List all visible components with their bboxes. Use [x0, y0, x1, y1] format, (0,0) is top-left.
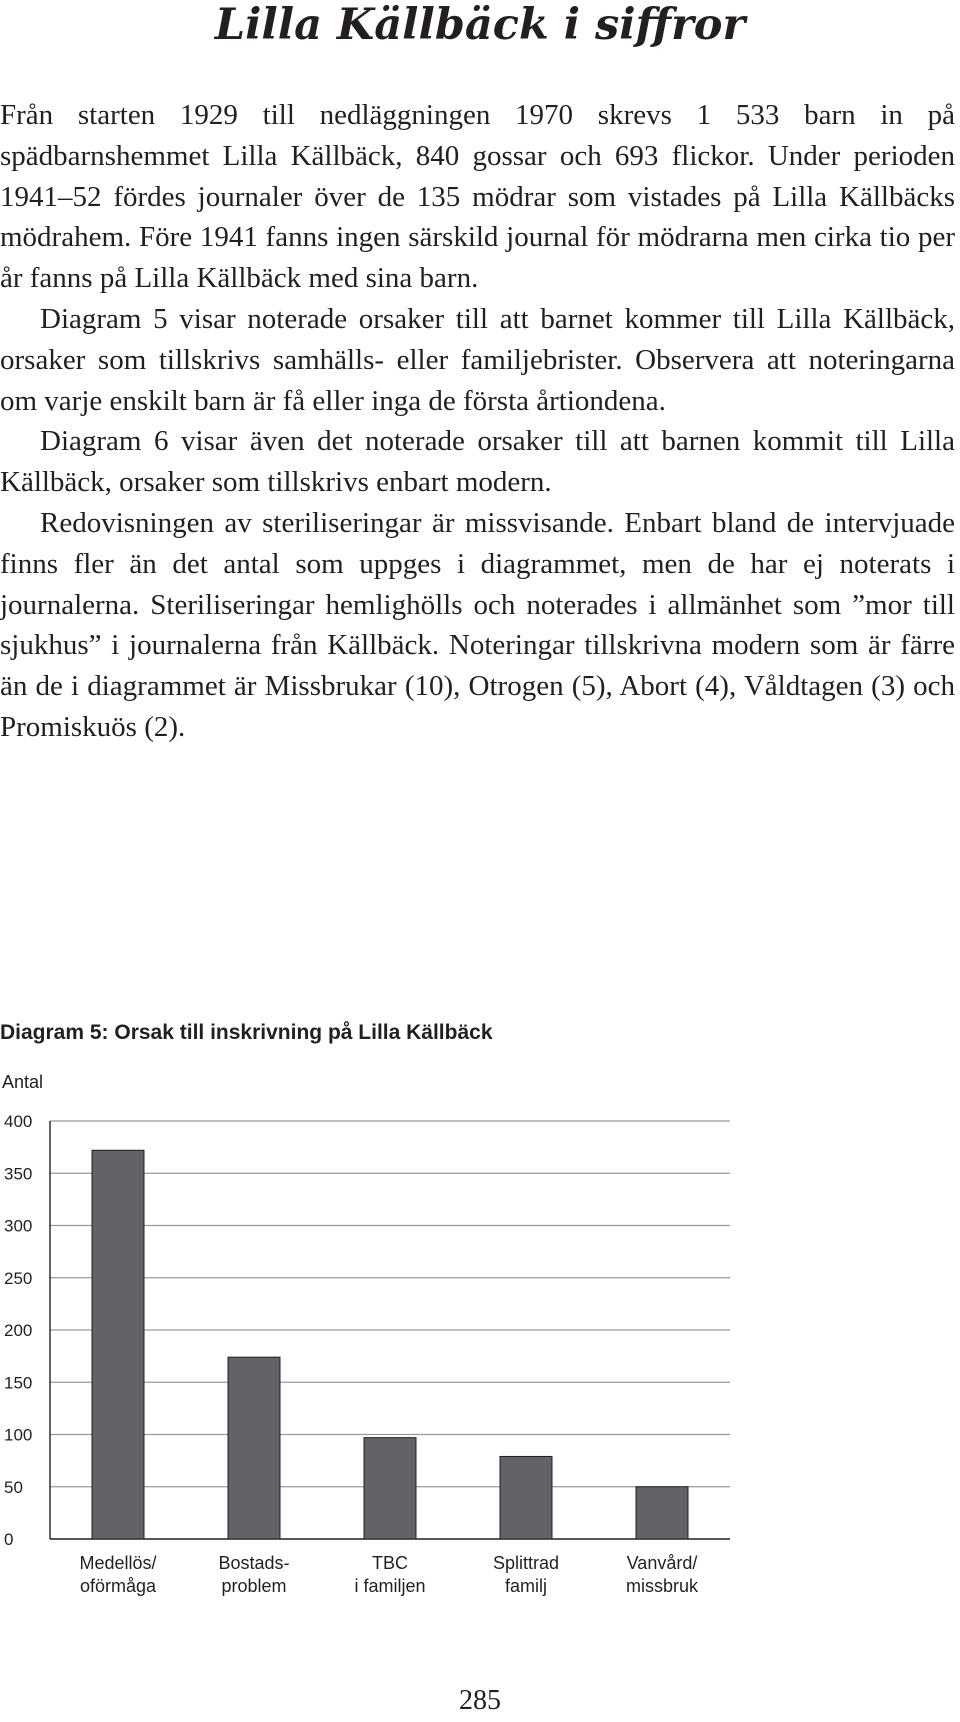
paragraph-diagram-6: Diagram 6 visar även det noterade orsaker till att barnen kommit till Lilla Källbäck, orsaker som tillskrivs enbart modern.: [0, 425, 955, 499]
x-category-label: familj: [504, 1576, 548, 1596]
bar: [92, 1150, 144, 1539]
paragraph-diagram-5: Diagram 5 visar noterade orsaker till att barnet kommer till Lilla Källbäck, orsaker som tillskrivs samhälls- eller familjebrister. Observera att noteringarna om varje enskilt barn är få eller inga de första årtiondena.: [0, 302, 955, 417]
page-title: Lilla Källbäck i siffror: [214, 0, 746, 50]
y-tick-label: 250: [4, 1268, 33, 1288]
y-tick-label: 50: [4, 1477, 23, 1497]
x-category-label: oförmåga: [79, 1576, 157, 1596]
bar: [364, 1438, 416, 1539]
bar: [228, 1357, 280, 1539]
y-tick-label: 400: [4, 1112, 33, 1131]
y-tick-label: 150: [4, 1373, 33, 1393]
body-text: [0, 95, 955, 748]
bar: [500, 1456, 552, 1539]
page-number: 285: [459, 1685, 501, 1716]
y-tick-label: 350: [4, 1164, 33, 1184]
x-category-label: Vanvård/: [626, 1553, 698, 1573]
y-tick-label: 100: [4, 1425, 33, 1445]
y-axis-label: Antal: [2, 1072, 44, 1092]
paragraph-sterilisations: Redovisningen av steriliseringar är missvisande. Enbart bland de intervjuade finns fler än det antal som uppges i diagrammet, men de har ej noterats i journalerna. Steriliseringar hemlighölls och noterades i allmänhet som ”mor till sjukhus” i journalerna från Källbäck. Noteringar tillskrivna modern som är färre än de i diagrammet är Missbrukar (10), Otrogen (5), Abort (4), Våldtagen (3) och Promiskuös (2).: [0, 506, 955, 743]
x-category-label: missbruk: [625, 1576, 699, 1596]
x-category-label: Bostads-: [218, 1553, 290, 1573]
x-category-label: Splittrad: [492, 1553, 560, 1573]
x-category-label: TBC: [372, 1553, 408, 1573]
y-tick-label: 300: [4, 1216, 33, 1236]
bar-chart: [0, 1066, 760, 1626]
y-tick-label: 0: [4, 1530, 14, 1549]
y-tick-label: 200: [4, 1321, 33, 1340]
x-category-label: Medellös/: [79, 1553, 157, 1573]
chart-title: Diagram 5: Orsak till inskrivning på Lilla Källbäck: [0, 1021, 493, 1044]
paragraph-intro: Från starten 1929 till nedläggningen 1970 skrevs 1 533 barn in på spädbarnshemmet Lilla Källbäck, 840 gossar och 693 flickor. Under perioden 1941–52 fördes journaler över de 135 mödrar som vistades på Lilla Källbäcks mödrahem. Före 1941 fanns ingen särskild journal för mödrarna men cirka tio per år fanns på Lilla Källbäck med sina barn.: [0, 99, 955, 295]
x-category-label: problem: [221, 1576, 287, 1596]
bar: [636, 1487, 688, 1539]
x-category-label: i familjen: [354, 1576, 426, 1596]
